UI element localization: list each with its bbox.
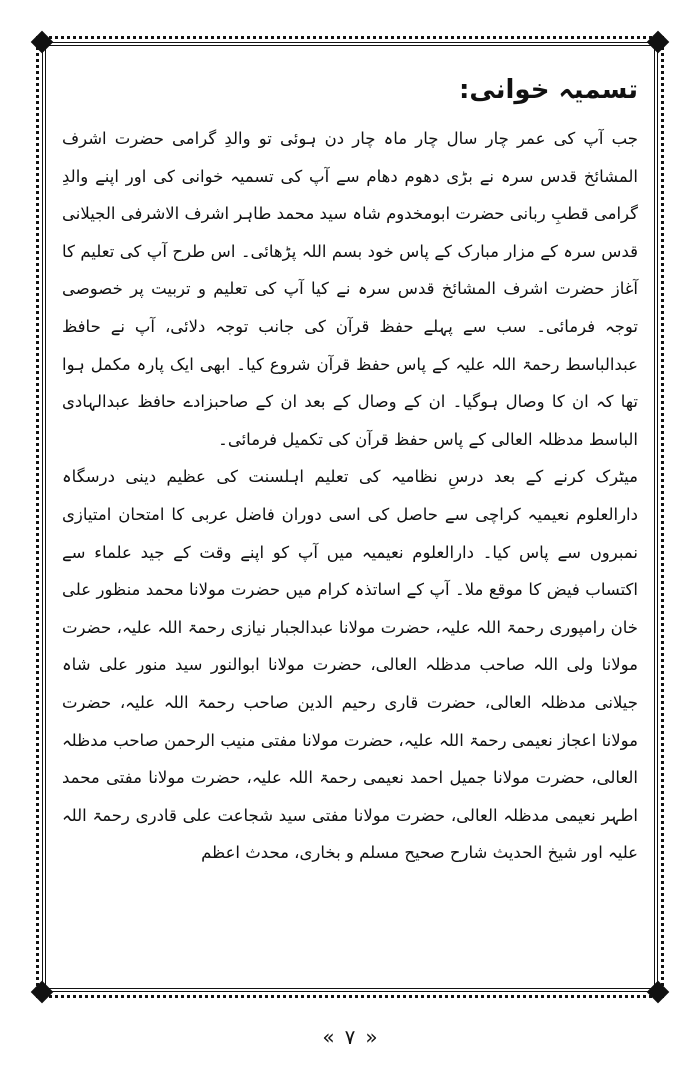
page-number-value: ۷: [344, 1025, 356, 1049]
paragraph: میٹرک کرنے کے بعد درسِ نظامیہ کی تعلیم اہلسنت کی عظیم دینی درسگاہ دارالعلوم نعیمیہ کراچی سے حاصل کی اسی دوران فاضل عربی کا امتحان امتیازی نمبروں سے پاس کیا۔ دارالعلوم نعیمیہ میں آپ کو اپنے وقت کے جید علماء سے اکتساب فیض کا موقع ملا۔ آپ کے اساتذہ کرام میں حضرت مولانا محمد منظور علی خان رامپوری رحمۃ اللہ علیہ، حضرت مولانا عبدالجبار نیازی رحمۃ اللہ علیہ، حضرت مولانا ولی اللہ صاحب مدظلہ العالی، حضرت مولانا ابوالنور سید منور علی شاہ جیلانی مدظلہ العالی، حضرت قاری رحیم الدین صاحب رحمۃ اللہ علیہ، حضرت مولانا اعجاز نعیمی رحمۃ اللہ علیہ، حضرت مولانا مفتی منیب الرحمن صاحب مدظلہ العالی، حضرت مولانا جمیل احمد نعیمی رحمۃ اللہ علیہ، حضرت مولانا مفتی محمد اطہر نعیمی مدظلہ العالی، حضرت مولانا مفتی سید شجاعت علی قادری رحمۃ اللہ علیہ اور شیخ الحدیث شارح صحیح مسلم و بخاری، محدث اعظم: [62, 467, 638, 863]
ornament-bracket-icon: »: [365, 1025, 378, 1049]
section-heading: تسمیہ خوانی:: [459, 75, 638, 105]
page-number: [300, 1022, 400, 1052]
paragraph: جب آپ کی عمر چار سال چار ماہ چار دن ہوئی تو والدِ گرامی حضرت اشرف المشائخ قدس سرہ نے بڑی دھوم دھام سے آپ کی تسمیہ خوانی کی اور اپنے والدِ گرامی قطبِ ربانی حضرت ابومخدوم شاہ سید محمد طاہر اشرف الاشرفی الجیلانی قدس سرہ کے مزار مبارک کے پاس خود بسم اللہ پڑھائی۔ اس طرح آپ کی تعلیم کا آغاز حضرت اشرف المشائخ قدس سرہ نے کیا آپ کی تعلیم و تربیت پر خصوصی توجہ فرمائی۔ سب سے پہلے حفظ قرآن کی جانب توجہ دلائی، آپ نے حافظ عبدالباسط رحمۃ اللہ علیہ کے پاس حفظ قرآن شروع کیا۔ ابھی ایک پارہ مکمل ہوا تھا کہ ان کا وصال ہوگیا۔ ان کے وصال کے بعد ان کے صاحبزادے حافظ عبدالہادی الباسط مدظلہ العالی کے پاس حفظ قرآن کی تکمیل فرمائی۔: [62, 129, 638, 449]
page-content: [62, 70, 638, 872]
ornament-bracket-icon: «: [322, 1025, 335, 1049]
